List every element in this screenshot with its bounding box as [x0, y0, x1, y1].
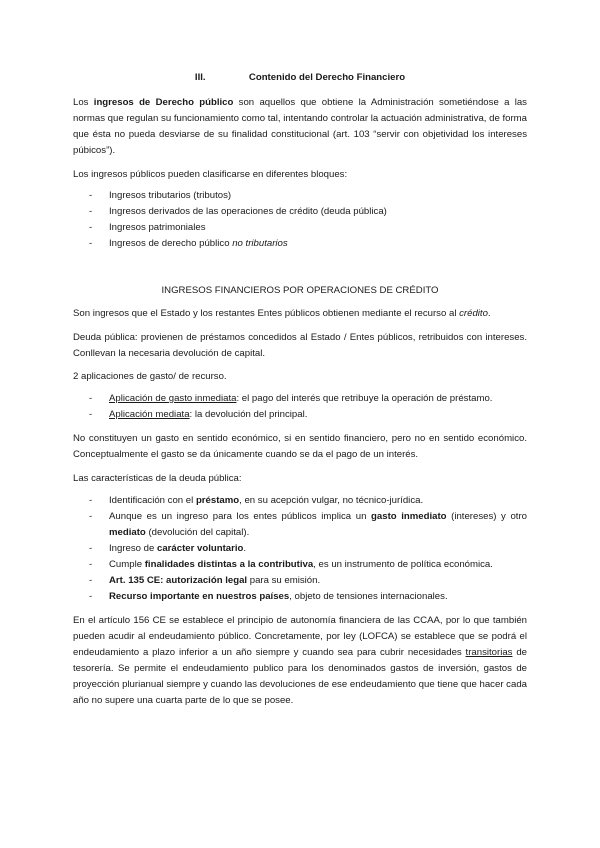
section-title: Contenido del Derecho Financiero: [248, 72, 406, 83]
list-item: - Cumple finalidades distintas a la contributiva, es un instrumento de política económica.: [89, 559, 493, 570]
income-types-list: [73, 188, 527, 252]
list-item: - Aunque es un ingreso para los entes públicos implica un gasto inmediato (intereses) y otro mediato (devolución del capital).: [89, 511, 527, 538]
applications-list: [73, 391, 527, 423]
paragraph-public-income-definition: Los ingresos de Derecho público son aquellos que obtiene la Administración sometiéndose a las normas que regulan su funcionamiento como tal, intentando controlar la actuación administrativa, de forma que ésta no pueda desviarse de su finalidad constitucional (art. 103 “servir con objetividad los intereses púbicos”).: [73, 97, 527, 156]
paragraph-ccaa-autonomy: En el artículo 156 CE se establece el principio de autonomía financiera de las CCAA, por lo que también pueden acudir al endeudamiento público. Concretamente, por ley (LOFCA) se establece que se podrá el endeudamiento a plazo inferior a un año siempre y cuando sea para cubrir necesidades transitorias de tesorería. Se permite el endeudamiento publico para los denominados gastos de inversión, gastos de proyección plurianual siempre y cuando las devoluciones de ese endeudamiento que tiene que hacer cada año no supere una cuarta parte de lo que se posee.: [73, 615, 527, 706]
list-item: - Recurso importante en nuestros países, objeto de tensiones internacionales.: [89, 591, 448, 602]
list-item: - Identificación con el préstamo, en su acepción vulgar, no técnico-jurídica.: [89, 495, 424, 506]
paragraph-debt-characteristics-intro: Las características de la deuda pública:: [73, 473, 242, 484]
list-item: - Art. 135 CE: autorización legal para su emisión.: [89, 575, 321, 586]
list-item: - Ingresos de derecho público no tributarios: [89, 238, 288, 249]
list-item: - Ingresos derivados de las operaciones de crédito (deuda pública): [89, 206, 387, 217]
list-item: - Aplicación de gasto inmediata: el pago del interés que retribuye la operación de préstamo.: [89, 393, 493, 404]
section-number: III.: [194, 72, 206, 83]
list-item: - Ingresos patrimoniales: [89, 222, 206, 233]
debt-characteristics-list: [73, 493, 527, 605]
subheading-credit-operations: INGRESOS FINANCIEROS POR OPERACIONES DE CRÉDITO: [161, 285, 439, 296]
list-item: - Ingresos tributarios (tributos): [89, 190, 232, 201]
bold-term: ingresos de Derecho público: [93, 97, 234, 108]
section-heading: [0, 70, 600, 86]
paragraph-applications: 2 aplicaciones de gasto/ de recurso.: [73, 371, 227, 382]
paragraph-credit-income: Son ingresos que el Estado y los restantes Entes públicos obtienen mediante el recurso al crédito.: [73, 308, 491, 319]
paragraph-public-debt: Deuda pública: provienen de préstamos concedidos al Estado / Entes públicos, retribuidos con intereses. Conllevan la necesaria devolución de capital.: [73, 332, 527, 359]
list-item: - Aplicación mediata: la devolución del principal.: [89, 409, 308, 420]
paragraph-economic-sense: No constituyen un gasto en sentido económico, si en sentido financiero, pero no en sentido económico. Conceptualmente el gasto se da únicamente cuando se da el pago de un interés.: [73, 433, 527, 460]
list-item: - Ingreso de carácter voluntario.: [89, 543, 247, 554]
paragraph-classification-intro: Los ingresos públicos pueden clasificarse en diferentes bloques:: [73, 169, 348, 180]
